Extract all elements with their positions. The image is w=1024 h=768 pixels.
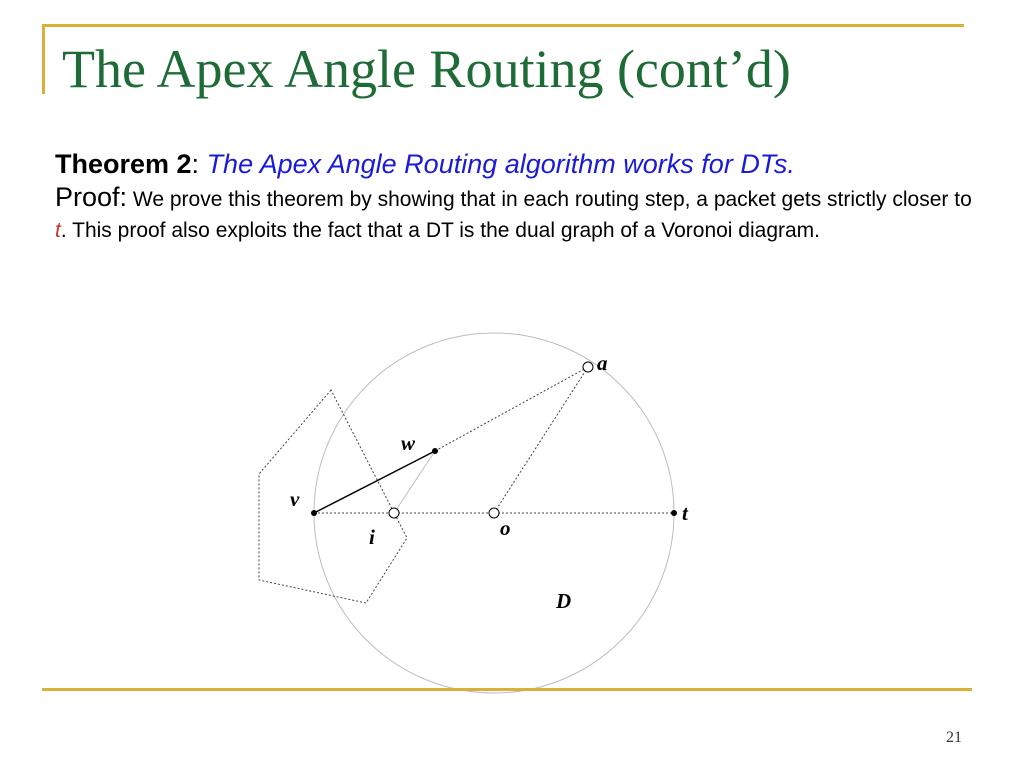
point-o [489, 508, 499, 518]
point-w [432, 448, 438, 454]
point-i [389, 508, 399, 518]
label-a: a [597, 351, 608, 375]
label-d: D [556, 589, 572, 613]
proof-target: t [55, 219, 61, 242]
footer-rule [42, 688, 972, 691]
line-i-w [394, 451, 435, 513]
theorem-separator: : [191, 149, 207, 179]
point-v [311, 510, 317, 516]
proof-text-after: . This proof also exploits the fact that a DT is the dual graph of a Voronoi diagram. [60, 219, 821, 242]
proof-label: Proof: [55, 182, 128, 212]
label-t: t [682, 501, 688, 525]
theorem-label: Theorem 2 [55, 149, 192, 179]
point-t [671, 510, 677, 516]
line-w-a [435, 367, 588, 451]
page-number: 21 [946, 729, 962, 746]
point-a [583, 362, 593, 372]
proof-text-before: We prove this theorem by showing that in each routing step, a packet gets strictly closer to [127, 188, 972, 211]
line-o-a [494, 367, 588, 513]
slide-title: The Apex Angle Routing (cont’d) [62, 39, 791, 99]
edge-v-w [314, 451, 435, 513]
label-o: o [500, 516, 511, 540]
label-v: v [290, 487, 300, 511]
voronoi-cell [259, 390, 407, 603]
label-i: i [369, 525, 375, 549]
label-w: w [401, 431, 416, 455]
theorem-statement: The Apex Angle Routing algorithm works for DTs. [206, 149, 795, 179]
